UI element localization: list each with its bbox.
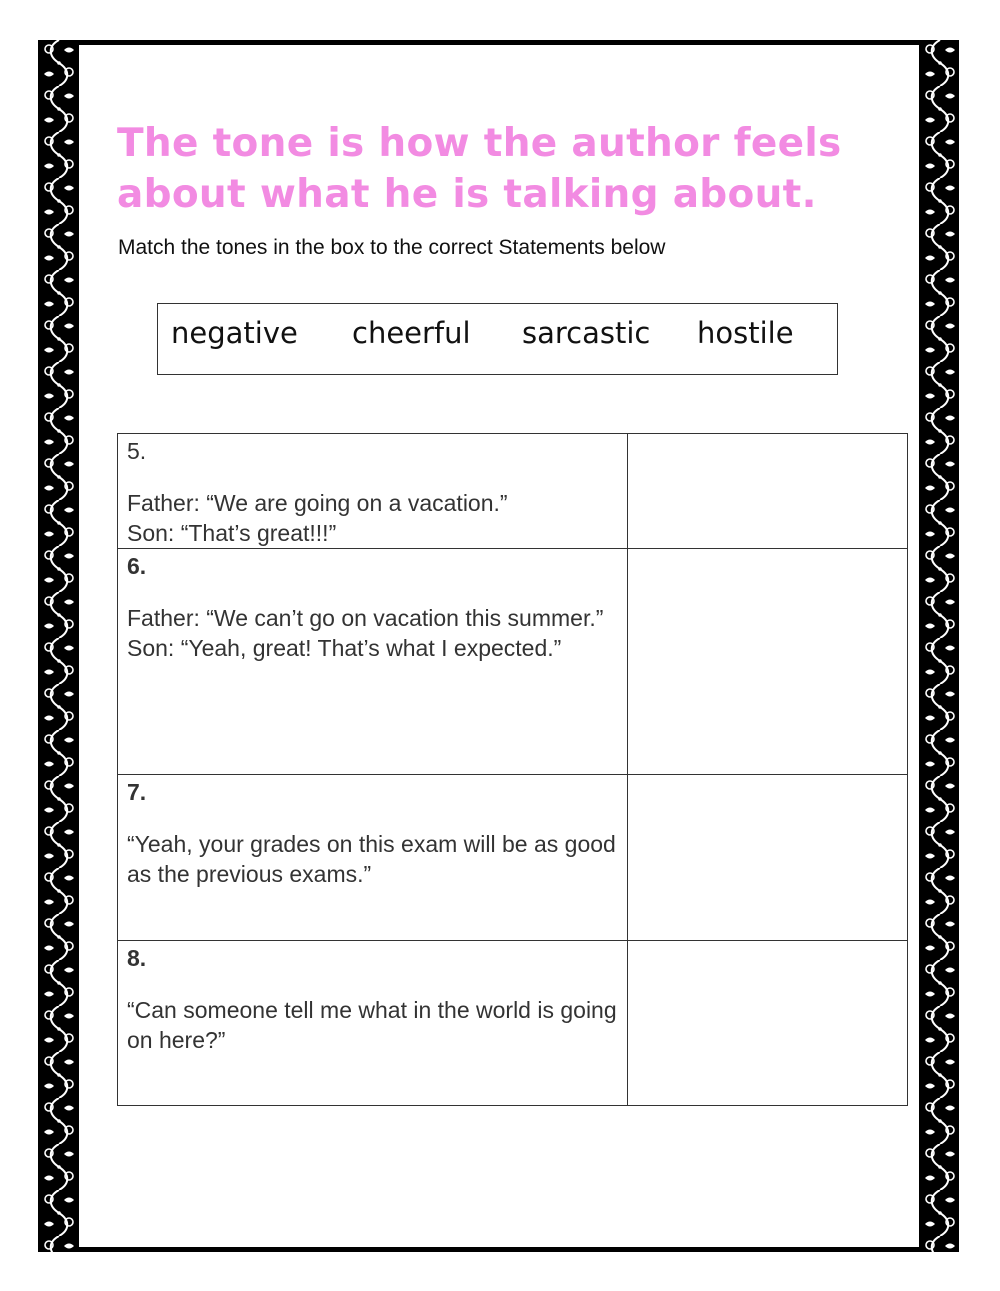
statement-number: 8. xyxy=(127,945,147,971)
word-bank-item[interactable]: sarcastic xyxy=(522,316,651,350)
word-bank-item[interactable]: cheerful xyxy=(352,316,471,350)
statement-number: 6. xyxy=(127,553,147,579)
statement-line: “Can someone tell me what in the world is going on here?” xyxy=(127,997,617,1053)
word-bank-box xyxy=(157,303,838,375)
answer-cell[interactable] xyxy=(628,434,908,549)
word-bank-item[interactable]: hostile xyxy=(697,316,794,350)
word-bank-item[interactable]: negative xyxy=(171,316,298,350)
statement-number: 5. xyxy=(127,438,147,464)
statement-number: 7. xyxy=(127,779,147,805)
statement-line: “Yeah, your grades on this exam will be as good as the previous exams.” xyxy=(127,831,616,887)
statement-line: Father: “We can’t go on vacation this summer.” xyxy=(127,605,604,631)
page-title: The tone is how the author feels about what he is talking about. xyxy=(117,121,842,217)
answer-cell[interactable] xyxy=(628,941,908,1106)
instructions-text: Match the tones in the box to the correct Statements below xyxy=(118,236,666,259)
statement-cell xyxy=(118,775,628,941)
statement-cell xyxy=(118,941,628,1106)
statement-line: Son: “That’s great!!!” xyxy=(127,520,337,546)
statement-cell xyxy=(118,434,628,549)
decorative-vine-border-right xyxy=(921,40,959,1252)
statement-line: Son: “Yeah, great! That’s what I expected.” xyxy=(127,635,562,661)
statements-table xyxy=(117,433,908,1106)
table-row xyxy=(118,434,908,549)
table-row xyxy=(118,941,908,1106)
table-row xyxy=(118,775,908,941)
answer-cell[interactable] xyxy=(628,549,908,775)
statement-line: Father: “We are going on a vacation.” xyxy=(127,490,508,516)
statement-cell xyxy=(118,549,628,775)
answer-cell[interactable] xyxy=(628,775,908,941)
table-row xyxy=(118,549,908,775)
decorative-vine-border-left xyxy=(40,40,78,1252)
